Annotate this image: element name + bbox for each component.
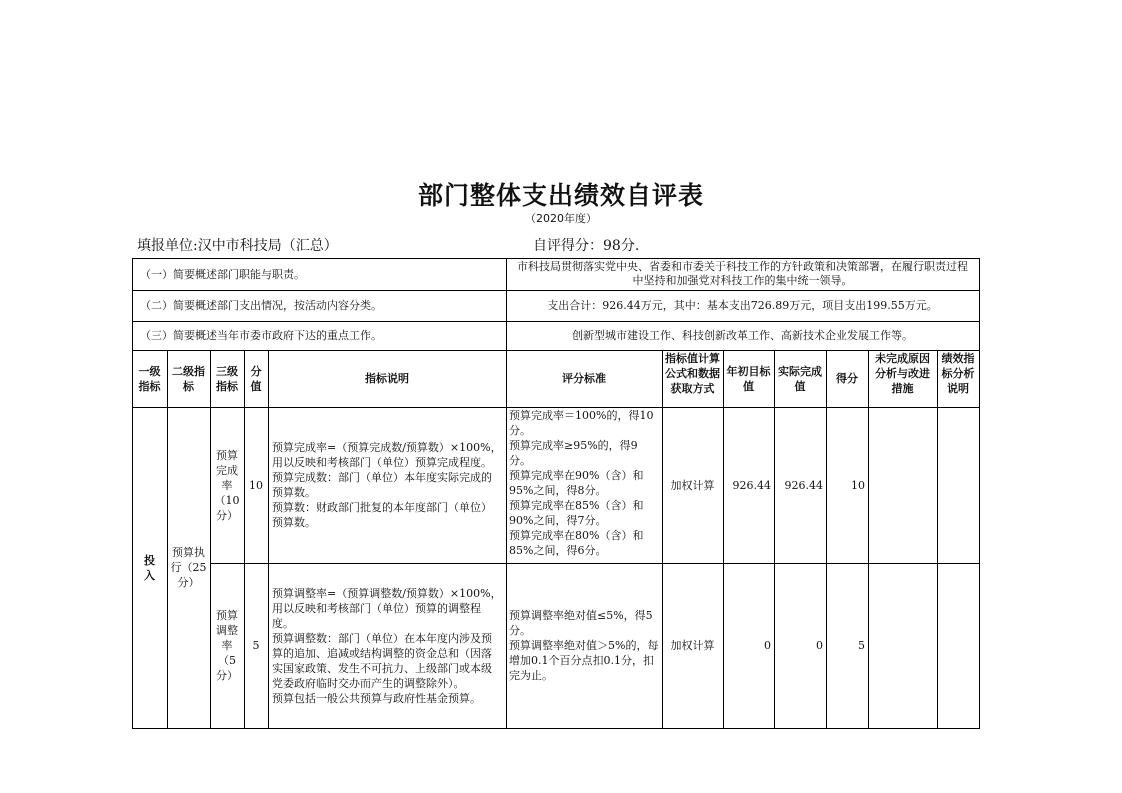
table-border	[979, 258, 980, 729]
row1-reason	[868, 407, 937, 563]
header-level2: 二级指标	[172, 364, 205, 393]
evaluation-table	[132, 258, 979, 728]
report-year: （2020年度）	[525, 212, 597, 225]
row1-criteria: 预算完成率＝100%的，得10分。 预算完成率≥95%的，得9分。 预算完成率在90%（含）和95%之间，得8分。 预算完成率在85%（含）和90%之间，得7分。 预算完成率在80%（含）和85%之间，得6分。	[509, 409, 654, 557]
header-score: 得分	[836, 372, 858, 385]
row1-initial-target: 926.44	[732, 478, 771, 492]
header-performance-analysis: 绩效指标分析说明	[941, 352, 975, 395]
table-border	[132, 407, 980, 408]
row1-performance-analysis	[937, 407, 979, 563]
reporting-unit: 填报单位:汉中市科技局（汇总）	[137, 238, 338, 254]
table-border	[937, 350, 938, 728]
table-border	[244, 350, 245, 728]
row2-reason	[868, 563, 937, 728]
table-border	[506, 350, 507, 728]
header-actual-value: 实际完成值	[778, 364, 822, 393]
overview-label-3: （三）简要概述当年市委市政府下达的重点工作。	[140, 329, 382, 342]
table-border	[132, 350, 980, 351]
overview-label-1: （一）简要概述部门职能与职责。	[140, 267, 305, 281]
header-points: 分值	[250, 364, 262, 393]
table-border	[132, 321, 980, 322]
table-border	[506, 258, 507, 350]
row2-performance-analysis	[937, 563, 979, 728]
table-border	[132, 258, 980, 259]
row1-points: 10	[249, 478, 263, 492]
header-level3: 三级指标	[216, 364, 238, 393]
overview-label-2: （二）简要概述部门支出情况，按活动内容分类。	[140, 299, 382, 312]
table-border	[868, 350, 869, 728]
row1-level3: 预算完成率（10分）	[214, 448, 240, 522]
table-border	[132, 290, 980, 291]
row2-points: 5	[252, 639, 260, 652]
header-level1: 一级指标	[138, 364, 161, 393]
header-method: 指标值计算公式和数据获取方式	[665, 352, 720, 395]
level1-indicator: 投入	[144, 553, 155, 582]
row1-description: 预算完成率=（预算完成数/预算数）×100%，用以反映和考核部门（单位）预算完成程度。 预算完成数：部门（单位）本年度实际完成的预算数。 预算数：财政部门批复的本年度部门（单位）预算数。	[272, 441, 502, 529]
header-reason: 未完成原因分析与改进措施	[875, 352, 930, 395]
overview-content-1: 市科技局贯彻落实党中央、省委和市委关于科技工作的方针政策和决策部署，在履行职责过程中坚持和加强党对科技工作的集中统一领导。	[517, 260, 968, 287]
header-description: 指标说明	[365, 372, 409, 385]
row1-method: 加权计算	[670, 478, 715, 492]
header-initial-target: 年初目标值	[726, 364, 771, 393]
level2-indicator: 预算执行（25分）	[170, 546, 207, 589]
row2-description: 预算调整率=（预算调整数/预算数）×100%，用以反映和考核部门（单位）预算的调整程度。 预算调整数：部门（单位）在本年度内涉及预算的追加、追减或结构调整的资金总和（因落实国家政策、发生不可抗力、上级部门或本级党委政府临时交办而产生的调整除外）。 预算包括一般公共预算与政府性基金预算。	[272, 586, 502, 705]
row1-score: 10	[851, 478, 865, 492]
overview-content-2: 支出合计：926.44万元，其中：基本支出726.89万元，项目支出199.55万元。	[547, 299, 938, 312]
overview-content-3: 创新型城市建设工作、科技创新改革工作、高新技术企业发展工作等。	[572, 329, 913, 342]
row2-score: 5	[858, 639, 865, 652]
table-border	[210, 563, 980, 564]
table-border	[167, 350, 168, 728]
table-border	[774, 350, 775, 728]
header-criteria: 评分标准	[562, 372, 606, 385]
self-score: 自评得分：98分.	[533, 238, 640, 254]
row2-level3: 预算调整率（5分）	[216, 609, 238, 682]
row1-actual-value: 926.44	[784, 478, 823, 492]
row2-criteria: 预算调整率绝对值≤5%，得5分。 预算调整率绝对值＞5%的，每增加0.1个百分点扣0.1分，扣完为止。	[509, 609, 659, 682]
row2-method: 加权计算	[670, 639, 715, 652]
row2-actual-value: 0	[816, 639, 823, 652]
table-border	[132, 258, 133, 729]
table-border	[723, 350, 724, 728]
row2-initial-target: 0	[764, 639, 771, 652]
table-border	[132, 728, 980, 729]
table-border	[826, 350, 827, 728]
page-title: 部门整体支出绩效自评表	[417, 181, 704, 210]
table-border	[210, 350, 211, 728]
table-border	[662, 350, 663, 728]
table-border	[268, 350, 269, 728]
